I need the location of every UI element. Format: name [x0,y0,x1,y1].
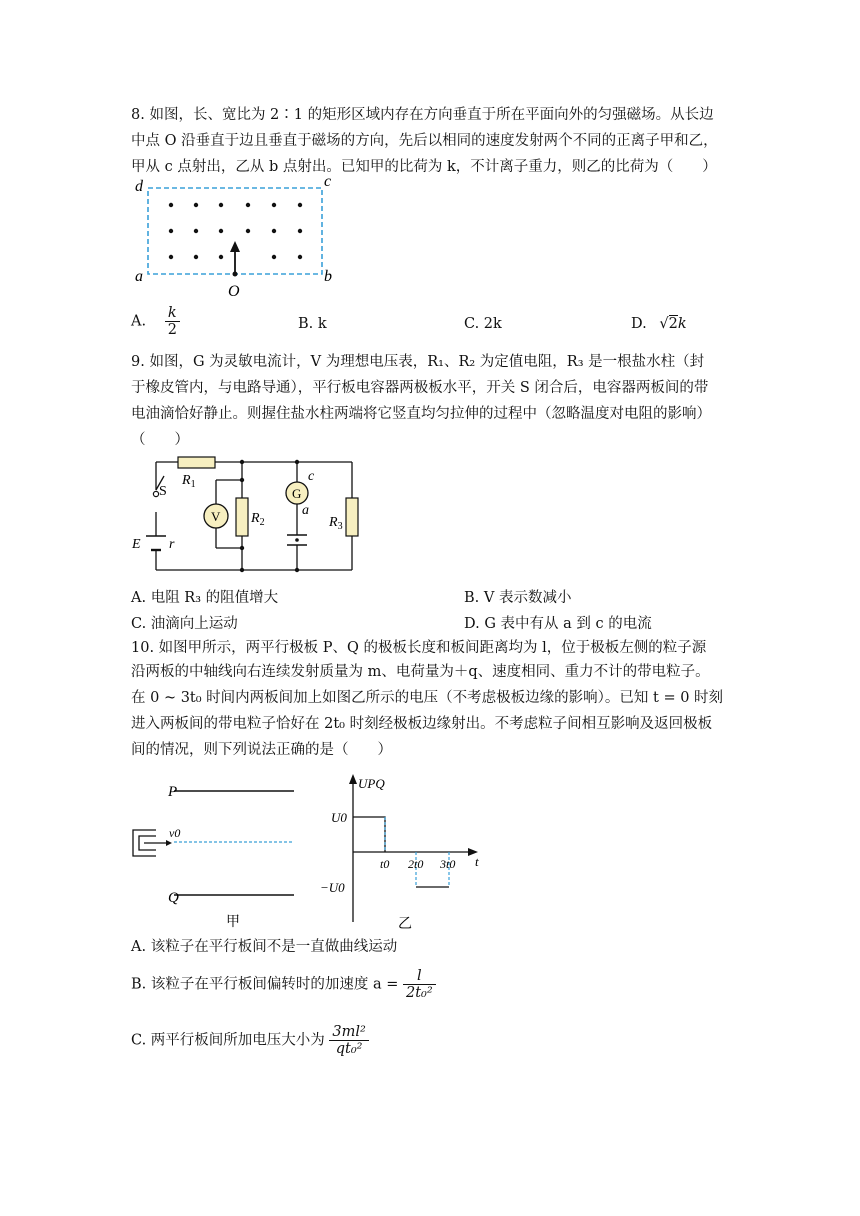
label-r1-sub: 1 [190,479,196,490]
label-r2: $R_2$ [251,511,265,528]
q10-line-3: 在 0 ~ 3t₀ 时间内两板间加上如图乙所示的电压（不考虑极板边缘的影响）。已知 t = 0 时刻 [131,690,724,706]
label-2t0: 2t0 [408,857,424,871]
label-q: Q [168,890,179,906]
q10-option-a: A. 该粒子在平行板间不是一直做曲线运动 [131,939,398,955]
label-t0: t0 [380,857,390,871]
q8-option-b: B. k [298,316,327,332]
q8-option-a [131,305,180,338]
label-d: d [135,178,143,195]
label-s: S [159,484,167,499]
q10-option-b-text: B. 该粒子在平行板间偏转时的加速度 a = [131,976,399,993]
voltage-waveform [353,817,385,852]
q10-option-c-denominator: qt₀² [335,1041,363,1057]
q9-line-4: （ ） [131,432,189,448]
label-r3: $R_3$ [329,515,343,532]
q9-option-b: B. V 表示数减小 [464,590,572,606]
label-c: c [324,173,332,190]
q9-line-3: 电油滴恰好静止。则握住盐水柱两端将它竖直均匀拉伸的过程中（忽略温度对电阻的影响） [131,406,711,422]
label-u0: U0 [331,810,347,825]
q9-line-1: 9. 如图，G 为灵敏电流计，V 为理想电压表，R₁、R₂ 为定值电阻，R₃ 是一根盐水柱（封 [131,354,705,370]
q8-option-d-suffix: k [677,316,687,332]
resistor-r3 [346,498,358,536]
caption-jia: 甲 [226,915,240,928]
label-e: E [132,537,141,552]
q10-line-2: 沿两板的中轴线向右连续发射质量为 m、电荷量为＋q、速度相同、重力不计的带电粒子。 [131,664,710,680]
label-r1: $R_1$ [182,473,196,490]
label-a: a [302,503,309,518]
q10-option-b [131,968,436,1001]
label-v: V [211,509,221,524]
label-v0: v0 [169,826,181,840]
q8-option-a-numerator: k [165,305,180,322]
q9-line-2: 于橡皮管内，与电路导通），平行板电容器两极板水平，开关 S 闭合后，电容器两板间的带 [131,380,709,396]
resistor-r2 [236,498,248,536]
q10-option-c [131,1024,369,1057]
label-3t0: 3t0 [440,857,456,871]
oil-droplet [295,538,299,542]
q8-line-2: 中点 O 沿垂直于边且垂直于磁场的方向，先后以相同的速度发射两个不同的正离子甲和乙， [131,133,718,149]
q8-option-d: D. √2k [631,316,687,332]
velocity-arrowhead [230,241,240,252]
q9-option-a: A. 电阻 R₃ 的阻值增大 [131,590,279,606]
q9-option-c: C. 油滴向上运动 [131,616,238,632]
q10-option-b-numerator: l [403,968,436,985]
q8-option-a-denominator: 2 [167,322,177,338]
label-neg-u0: −U0 [320,880,345,895]
q9-circuit-figure [128,452,360,578]
q8-option-d-prefix: D. [631,316,647,332]
label-t: t [475,854,479,869]
q10-line-1: 10. 如图甲所示，两平行极板 P、Q 的极板长度和板间距离均为 l，位于极板左侧的粒子源 [131,640,707,656]
resistor-r1 [178,457,215,468]
q10-option-b-denominator: 2t₀² [406,985,433,1001]
q10-line-5: 间的情况，则下列说法正确的是（ ） [131,742,392,758]
q10-figure-jia [128,778,308,928]
point-o [233,272,238,277]
q10-line-4: 进入两板间的带电粒子恰好在 2t₀ 时刻经极板边缘射出。不考虑粒子间相互影响及返回极板 [131,716,713,732]
q10-figure-yi [312,770,492,930]
label-b: b [324,268,332,285]
label-o: O [228,283,240,300]
q10-option-c-text: C. 两平行板间所加电压大小为 [131,1032,325,1049]
q8-magnetic-field-figure [126,172,346,304]
q10-option-c-numerator: 3ml² [329,1024,368,1041]
q8-option-a-prefix: A. [131,313,147,330]
q8-option-d-radicand: 2 [668,316,678,332]
q8-line-3: 甲从 c 点射出，乙从 b 点射出。已知甲的比荷为 k，不计离子重力，则乙的比荷为（ ） [131,159,717,175]
particle-source [133,830,168,856]
label-g: G [292,486,302,501]
q9-option-d: D. G 表中有从 a 到 c 的电流 [464,616,652,632]
label-p: P [168,784,178,800]
q8-option-c: C. 2k [464,316,502,332]
caption-yi: 乙 [398,917,412,930]
q8-line-1: 8. 如图，长、宽比为 2∶1 的矩形区域内存在方向垂直于所在平面向外的匀强磁场。从长边 [131,107,714,123]
label-a: a [135,268,143,285]
label-upq: UPQ [358,776,385,791]
label-c: c [308,469,315,484]
label-r: r [169,537,175,552]
